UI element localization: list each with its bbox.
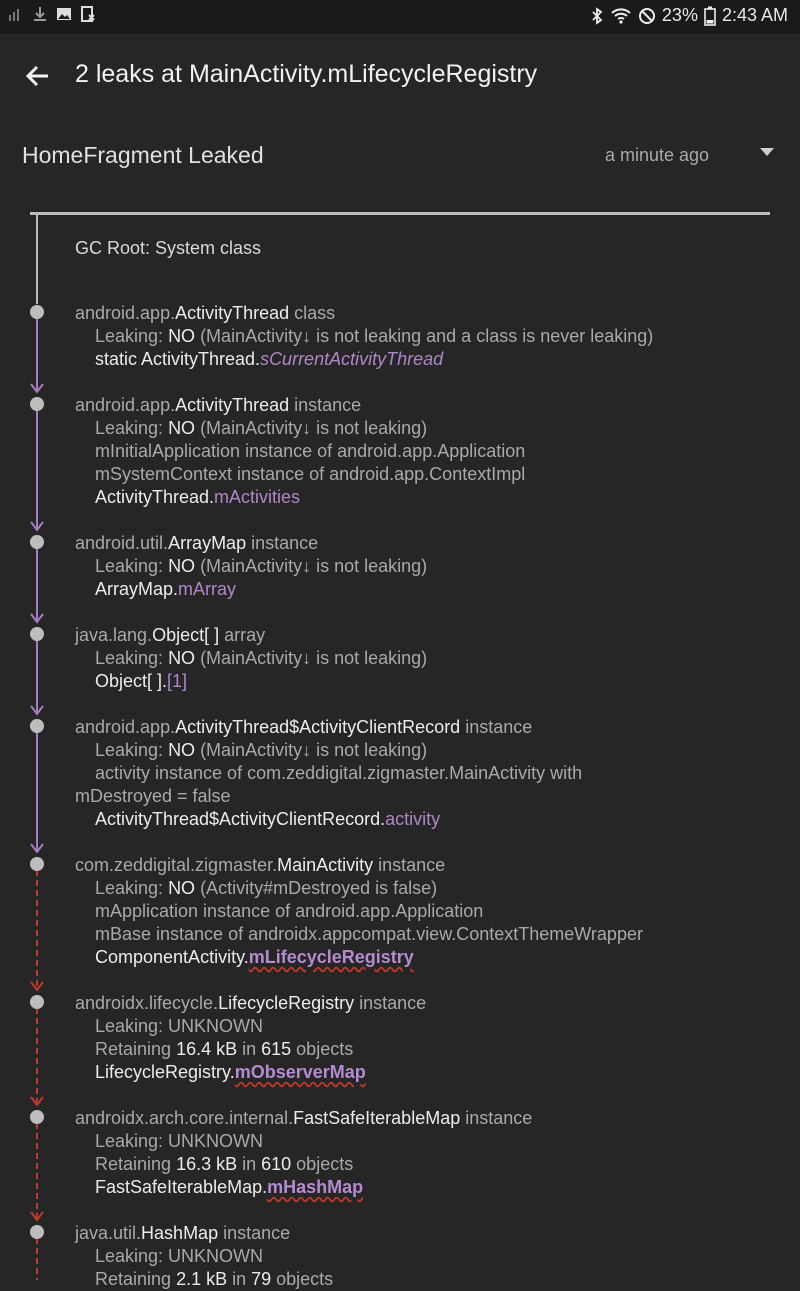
ref-field: sCurrentActivityThread: [260, 349, 444, 369]
trace-node: [75, 302, 775, 371]
node-class: LifecycleRegistry: [218, 993, 355, 1013]
image-icon: [56, 6, 72, 22]
ref-owner: FastSafeIterableMap.: [95, 1177, 268, 1197]
trace-node-dot: [30, 1110, 44, 1124]
ref-owner: static ActivityThread.: [95, 349, 261, 369]
retaining-in: in: [227, 1269, 252, 1289]
wifi-icon: [610, 7, 632, 25]
retaining-label: Retaining: [95, 1154, 177, 1174]
battery-icon: [704, 6, 716, 26]
status-bar: [0, 0, 800, 34]
bluetooth-icon: [590, 7, 604, 25]
retaining-in: in: [237, 1154, 262, 1174]
node-reference: [75, 486, 775, 509]
leaking-label: Leaking:: [95, 418, 169, 438]
node-class: Object[ ]: [152, 625, 220, 645]
retaining-objects: objects: [291, 1154, 354, 1174]
trace-node: [75, 532, 775, 601]
node-kind: instance: [246, 533, 319, 553]
node-kind: instance: [289, 395, 362, 415]
leaking-label: Leaking:: [95, 326, 169, 346]
ref-owner: Object[ ].: [95, 671, 168, 691]
node-leaking: [75, 555, 775, 578]
node-leaking: Leaking: UNKNOWN: [95, 1016, 264, 1036]
node-retaining: [75, 1153, 775, 1176]
ref-field: mArray: [178, 579, 237, 599]
node-reference: [75, 1176, 775, 1199]
trace-arrow-2: [31, 522, 43, 530]
node-class: ActivityThread: [175, 395, 290, 415]
ref-field-suspect: mHashMap: [267, 1177, 364, 1197]
node-package: androidx.arch.core.internal.: [75, 1108, 294, 1128]
node-kind: instance: [460, 1108, 533, 1128]
ref-owner: ActivityThread$ActivityClientRecord.: [95, 809, 386, 829]
leak-header[interactable]: [0, 120, 800, 190]
ref-field-suspect: mLifecycleRegistry: [248, 947, 414, 967]
ref-owner: LifecycleRegistry.: [95, 1062, 235, 1082]
leaking-value: NO: [168, 556, 196, 576]
trace-node: [75, 1222, 775, 1291]
trace-node: [75, 716, 775, 831]
node-reference: [75, 670, 775, 693]
node-class: ActivityThread: [175, 303, 290, 323]
trace-arrow-3: [31, 614, 43, 622]
retained-size: 16.4 kB: [176, 1039, 238, 1059]
node-reference: [75, 808, 775, 831]
node-leaking: Leaking: UNKNOWN: [95, 1131, 264, 1151]
trace-node-dot: [30, 857, 44, 871]
trace-arrow-8: [31, 1212, 43, 1220]
node-retaining: [75, 1038, 775, 1061]
node-leaking: [75, 325, 775, 348]
trace-node-dot: [30, 305, 44, 319]
node-package: android.util.: [75, 533, 169, 553]
node-reference: [75, 578, 775, 601]
retained-size: 2.1 kB: [176, 1269, 228, 1289]
gc-root-label: GC Root: System class: [75, 238, 262, 258]
trace-node: [75, 624, 775, 693]
trace-node-dot: [30, 995, 44, 1009]
node-kind: class: [289, 303, 336, 323]
node-kind: array: [219, 625, 266, 645]
clock: 2:43 AM: [721, 5, 788, 25]
retaining-in: in: [237, 1039, 262, 1059]
page-title: 2 leaks at MainActivity.mLifecycleRegistry: [75, 60, 538, 88]
trace-node-dot: [30, 1225, 44, 1239]
retained-count: 615: [261, 1039, 292, 1059]
node-reference: [75, 348, 775, 371]
trace-node-dot: [30, 535, 44, 549]
node-field: mBase instance of androidx.appcompat.view.ContextThemeWrapper: [95, 924, 643, 944]
leaking-value: NO: [168, 740, 196, 760]
retaining-label: Retaining: [95, 1039, 177, 1059]
trace-node: [75, 854, 775, 969]
chevron-down-icon[interactable]: [760, 148, 774, 156]
do-not-disturb-icon: [638, 7, 656, 25]
node-package: androidx.lifecycle.: [75, 993, 219, 1013]
node-class: FastSafeIterableMap: [293, 1108, 461, 1128]
node-leaking: [75, 877, 775, 900]
leaking-reason: (MainActivity↓ is not leaking and a class is never leaking): [195, 326, 654, 346]
ref-owner: ArrayMap.: [95, 579, 179, 599]
trace-arrow-6: [31, 982, 43, 990]
retaining-objects: objects: [291, 1039, 354, 1059]
leaking-value: NO: [168, 418, 196, 438]
ref-field: mActivities: [214, 487, 301, 507]
node-leaking: Leaking: UNKNOWN: [95, 1246, 264, 1266]
node-leaking: [75, 739, 775, 762]
ref-owner: ComponentActivity.: [95, 947, 249, 967]
ref-field-suspect: mObserverMap: [234, 1062, 366, 1082]
leaking-value: NO: [168, 326, 196, 346]
trace-node: [75, 394, 775, 509]
leaking-reason: (MainActivity↓ is not leaking): [195, 556, 428, 576]
node-package: android.app.: [75, 395, 176, 415]
document-icon: [80, 6, 96, 22]
node-field: mSystemContext instance of android.app.ContextImpl: [95, 464, 526, 484]
retained-size: 16.3 kB: [176, 1154, 238, 1174]
node-field: activity instance of com.zeddigital.zigmaster.MainActivity with: [95, 763, 583, 783]
node-package: com.zeddigital.zigmaster.: [75, 855, 278, 875]
node-package: android.app.: [75, 303, 176, 323]
trace-node: [75, 992, 775, 1084]
node-package: android.app.: [75, 717, 176, 737]
signal-icon: [8, 6, 24, 22]
node-package: java.util.: [75, 1223, 142, 1243]
leaking-label: Leaking:: [95, 648, 169, 668]
leak-timestamp: a minute ago: [605, 145, 710, 165]
retained-count: 610: [261, 1154, 292, 1174]
download-icon: [32, 6, 48, 22]
node-kind: instance: [460, 717, 533, 737]
back-arrow-icon[interactable]: [20, 58, 56, 94]
trace-arrow-7: [31, 1097, 43, 1105]
retaining-objects: objects: [271, 1269, 334, 1289]
leaking-label: Leaking:: [95, 556, 169, 576]
retaining-label: Retaining: [95, 1269, 177, 1289]
node-class: HashMap: [141, 1223, 219, 1243]
node-field-continued: mDestroyed = false: [75, 786, 231, 806]
node-field: mInitialApplication instance of android.app.Application: [95, 441, 526, 461]
ref-field: activity: [385, 809, 441, 829]
ref-field: [1]: [167, 671, 188, 691]
leaking-reason: (MainActivity↓ is not leaking): [195, 740, 428, 760]
node-kind: instance: [354, 993, 427, 1013]
trace-arrow-1: [31, 384, 43, 392]
battery-percent: 23%: [661, 5, 698, 25]
app-bar: [0, 34, 800, 120]
trace-node-dot: [30, 627, 44, 641]
node-class: MainActivity: [277, 855, 374, 875]
leaking-reason: (MainActivity↓ is not leaking): [195, 418, 428, 438]
ref-owner: ActivityThread.: [95, 487, 215, 507]
node-field: mApplication instance of android.app.Application: [95, 901, 484, 921]
leaking-reason: (Activity#mDestroyed is false): [195, 878, 438, 898]
node-reference: [75, 946, 775, 969]
node-kind: instance: [218, 1223, 291, 1243]
node-class: ArrayMap: [168, 533, 247, 553]
leaking-value: NO: [168, 648, 196, 668]
trace-divider: [30, 212, 770, 215]
leaking-label: Leaking:: [95, 878, 169, 898]
node-kind: instance: [373, 855, 446, 875]
trace-node: [75, 1107, 775, 1199]
node-leaking: [75, 647, 775, 670]
retained-count: 79: [251, 1269, 272, 1289]
leaking-label: Leaking:: [95, 740, 169, 760]
node-reference: [75, 1061, 775, 1084]
leaking-value: NO: [168, 878, 196, 898]
trace-arrow-5: [31, 844, 43, 852]
trace-arrow-4: [31, 706, 43, 714]
node-class: ActivityThread$ActivityClientRecord: [175, 717, 461, 737]
node-leaking: [75, 417, 775, 440]
trace-node-dot: [30, 719, 44, 733]
leak-name: HomeFragment Leaked: [22, 142, 264, 168]
trace-node-dot: [30, 397, 44, 411]
leaking-reason: (MainActivity↓ is not leaking): [195, 648, 428, 668]
node-package: java.lang.: [75, 625, 153, 645]
